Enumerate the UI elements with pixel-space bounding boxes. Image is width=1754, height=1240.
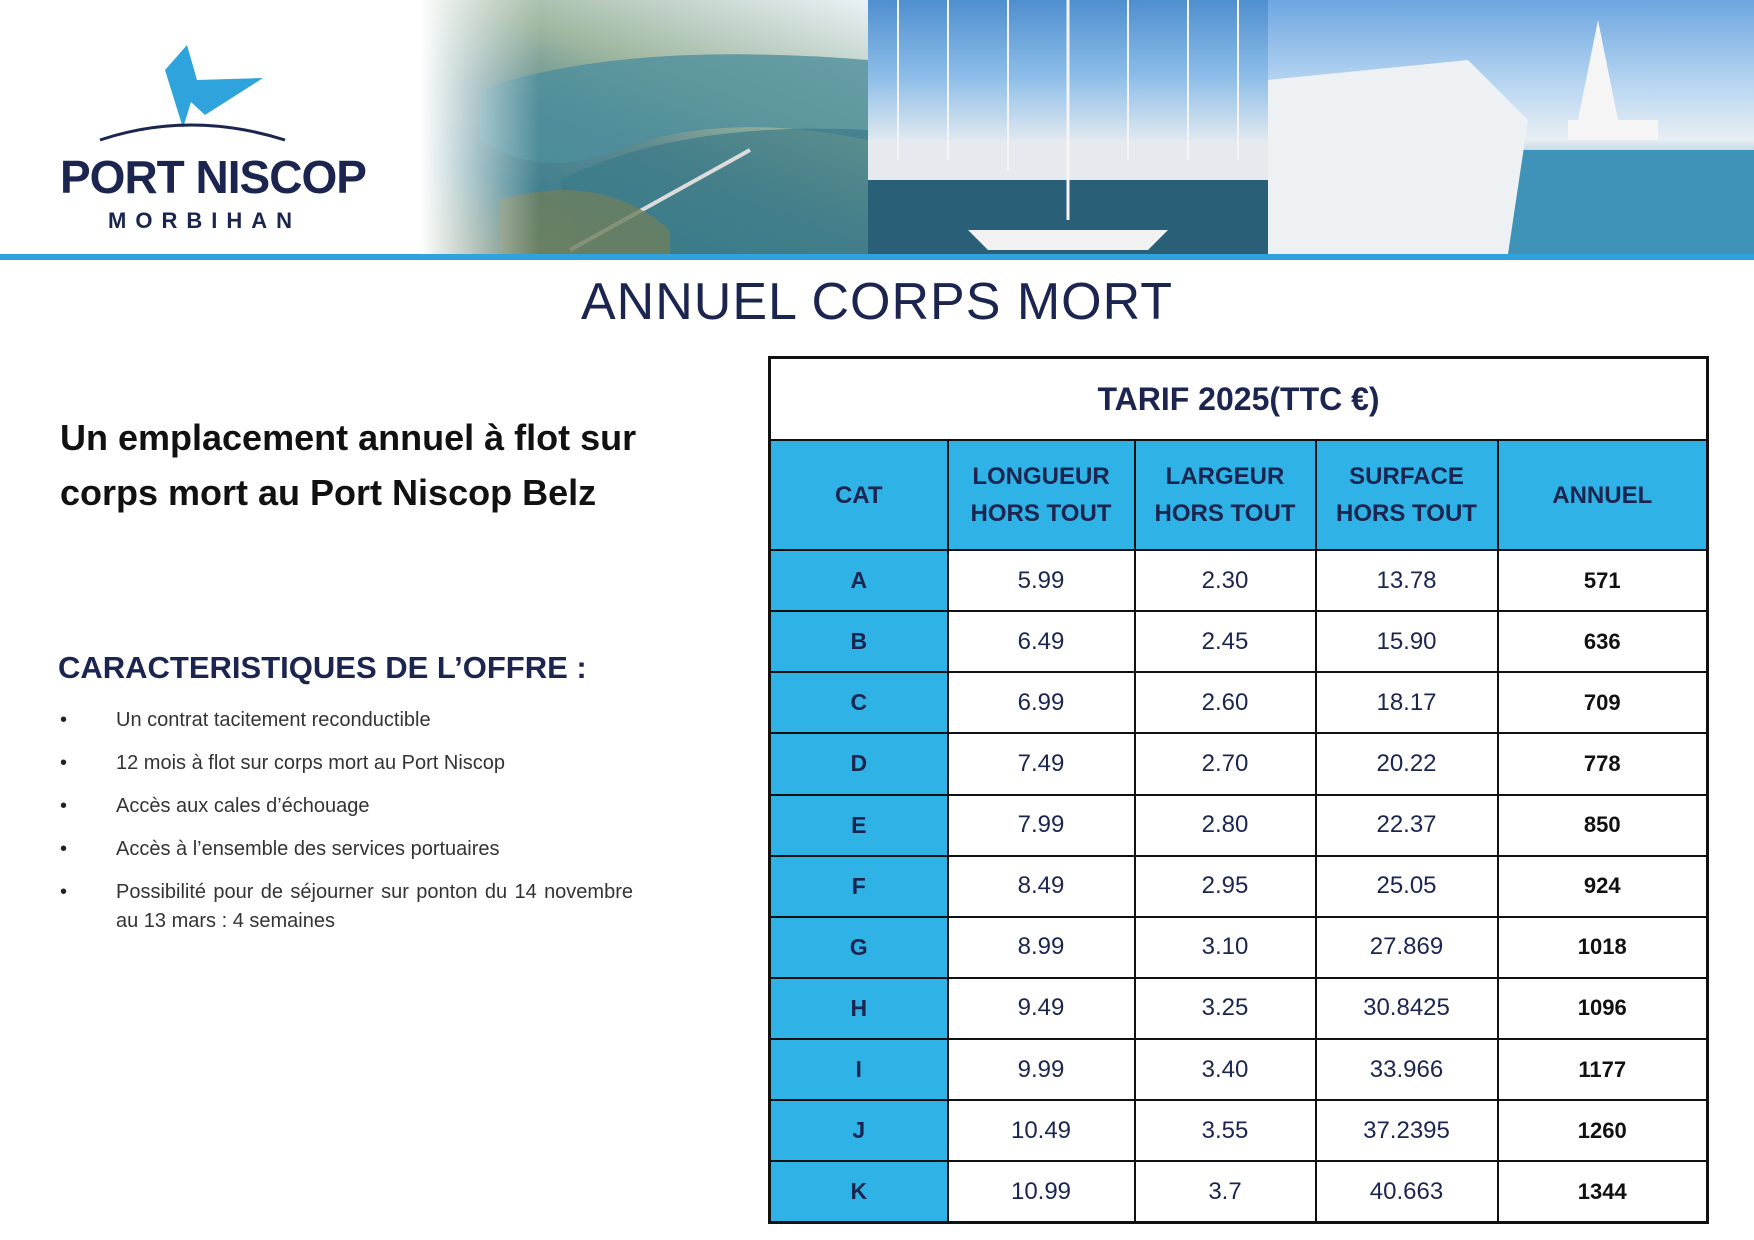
table-row bbox=[770, 978, 1708, 1039]
cell-largeur: 2.45 bbox=[1135, 611, 1316, 672]
cell-cat: B bbox=[770, 611, 948, 672]
cell-longueur: 9.99 bbox=[948, 1039, 1135, 1100]
cell-cat: I bbox=[770, 1039, 948, 1100]
cell-longueur: 5.99 bbox=[948, 550, 1135, 611]
cell-annuel: 571 bbox=[1498, 550, 1708, 611]
cell-largeur: 2.95 bbox=[1135, 856, 1316, 917]
cell-largeur: 3.25 bbox=[1135, 978, 1316, 1039]
brand-subtitle: MORBIHAN bbox=[108, 208, 301, 233]
cell-largeur: 2.60 bbox=[1135, 672, 1316, 733]
table-row bbox=[770, 1161, 1708, 1222]
table-row bbox=[770, 1100, 1708, 1161]
cell-surface: 20.22 bbox=[1316, 733, 1498, 794]
list-item: • Possibilité pour de séjourner sur ponton du 14 novembre au 13 mars : 4 semaines bbox=[58, 878, 633, 936]
cell-cat: D bbox=[770, 733, 948, 794]
cell-surface: 15.90 bbox=[1316, 611, 1498, 672]
table-row bbox=[770, 795, 1708, 856]
cell-largeur: 3.7 bbox=[1135, 1161, 1316, 1222]
bullet-icon: • bbox=[60, 838, 68, 860]
brand-name: PORT NISCOP bbox=[60, 151, 366, 203]
cell-cat: E bbox=[770, 795, 948, 856]
cell-cat: C bbox=[770, 672, 948, 733]
cell-longueur: 7.49 bbox=[948, 733, 1135, 794]
tarif-table-body bbox=[770, 550, 1708, 1223]
cell-surface: 40.663 bbox=[1316, 1161, 1498, 1222]
table-row bbox=[770, 672, 1708, 733]
cell-cat: K bbox=[770, 1161, 948, 1222]
col-header-largeur: LARGEUR HORS TOUT bbox=[1135, 440, 1316, 550]
cell-surface: 18.17 bbox=[1316, 672, 1498, 733]
cell-longueur: 9.49 bbox=[948, 978, 1135, 1039]
cell-surface: 25.05 bbox=[1316, 856, 1498, 917]
cell-longueur: 10.99 bbox=[948, 1161, 1135, 1222]
cell-surface: 37.2395 bbox=[1316, 1100, 1498, 1161]
bullet-icon: • bbox=[60, 881, 68, 903]
table-row bbox=[770, 733, 1708, 794]
list-item: • 12 mois à flot sur corps mort au Port Niscop bbox=[58, 749, 633, 778]
table-row bbox=[770, 1039, 1708, 1100]
cell-largeur: 2.30 bbox=[1135, 550, 1316, 611]
cell-cat: G bbox=[770, 917, 948, 978]
bullet-icon: • bbox=[60, 709, 68, 731]
cell-cat: H bbox=[770, 978, 948, 1039]
cell-largeur: 2.80 bbox=[1135, 795, 1316, 856]
cell-longueur: 6.49 bbox=[948, 611, 1135, 672]
port-niscop-logo-icon bbox=[95, 40, 295, 145]
header bbox=[0, 0, 1754, 254]
offer-features-list bbox=[58, 706, 633, 950]
cell-cat: F bbox=[770, 856, 948, 917]
cell-annuel: 1018 bbox=[1498, 917, 1708, 978]
cell-annuel: 1096 bbox=[1498, 978, 1708, 1039]
table-row bbox=[770, 550, 1708, 611]
table-title: TARIF 2025(TTC €) bbox=[770, 358, 1708, 441]
cell-annuel: 850 bbox=[1498, 795, 1708, 856]
cell-annuel: 924 bbox=[1498, 856, 1708, 917]
bullet-icon: • bbox=[60, 795, 68, 817]
cell-largeur: 3.10 bbox=[1135, 917, 1316, 978]
cell-surface: 22.37 bbox=[1316, 795, 1498, 856]
col-header-cat: CAT bbox=[770, 440, 948, 550]
cell-annuel: 1177 bbox=[1498, 1039, 1708, 1100]
cell-surface: 33.966 bbox=[1316, 1039, 1498, 1100]
logo bbox=[0, 0, 430, 254]
col-header-annuel: ANNUEL bbox=[1498, 440, 1708, 550]
marina-sailboats-photo bbox=[868, 0, 1268, 254]
col-header-longueur: LONGUEUR HORS TOUT bbox=[948, 440, 1135, 550]
cell-largeur: 2.70 bbox=[1135, 733, 1316, 794]
table-row bbox=[770, 611, 1708, 672]
list-item: • Un contrat tacitement reconductible bbox=[58, 706, 633, 735]
tarif-table bbox=[768, 356, 1709, 1224]
header-divider bbox=[0, 254, 1754, 260]
list-item: • Accès à l’ensemble des services portuaires bbox=[58, 835, 633, 864]
col-header-surface: SURFACE HORS TOUT bbox=[1316, 440, 1498, 550]
offer-section-title: CARACTERISTIQUES DE L’OFFRE : bbox=[58, 650, 587, 685]
cell-annuel: 778 bbox=[1498, 733, 1708, 794]
table-row bbox=[770, 856, 1708, 917]
list-item: • Accès aux cales d’échouage bbox=[58, 792, 633, 821]
cell-longueur: 8.99 bbox=[948, 917, 1135, 978]
catamaran-sailing-photo bbox=[1268, 0, 1754, 254]
cell-largeur: 3.55 bbox=[1135, 1100, 1316, 1161]
cell-cat: A bbox=[770, 550, 948, 611]
cell-longueur: 6.99 bbox=[948, 672, 1135, 733]
cell-longueur: 7.99 bbox=[948, 795, 1135, 856]
cell-largeur: 3.40 bbox=[1135, 1039, 1316, 1100]
cell-longueur: 8.49 bbox=[948, 856, 1135, 917]
bullet-icon: • bbox=[60, 752, 68, 774]
cell-annuel: 1344 bbox=[1498, 1161, 1708, 1222]
aerial-harbour-photo bbox=[420, 0, 868, 254]
page-title: ANNUEL CORPS MORT bbox=[581, 273, 1173, 331]
cell-annuel: 1260 bbox=[1498, 1100, 1708, 1161]
cell-longueur: 10.49 bbox=[948, 1100, 1135, 1161]
cell-surface: 13.78 bbox=[1316, 550, 1498, 611]
table-row bbox=[770, 917, 1708, 978]
cell-surface: 27.869 bbox=[1316, 917, 1498, 978]
cell-cat: J bbox=[770, 1100, 948, 1161]
cell-annuel: 709 bbox=[1498, 672, 1708, 733]
intro-text: Un emplacement annuel à flot sur corps mort au Port Niscop Belz bbox=[60, 417, 637, 513]
cell-annuel: 636 bbox=[1498, 611, 1708, 672]
cell-surface: 30.8425 bbox=[1316, 978, 1498, 1039]
